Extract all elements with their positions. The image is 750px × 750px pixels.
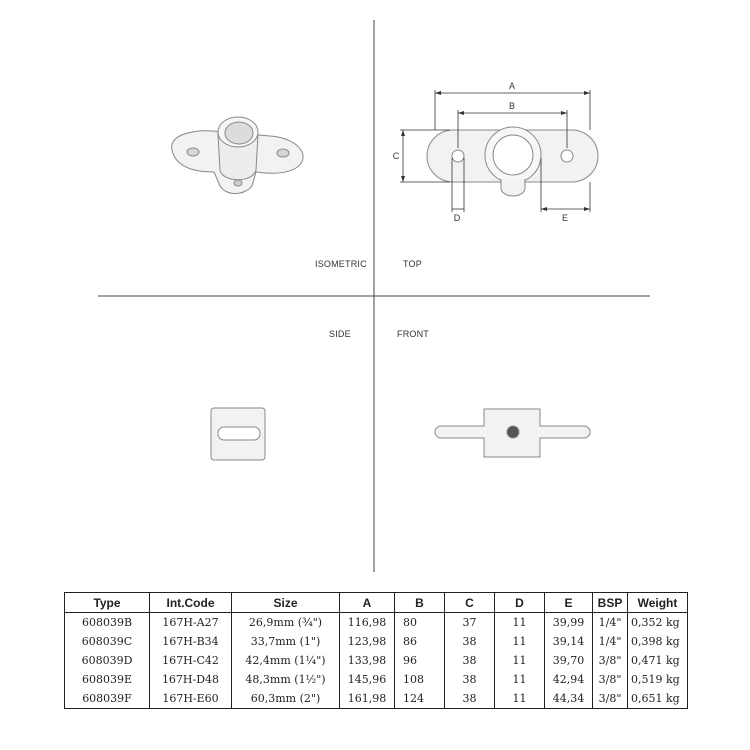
cell-a: 116,98 <box>340 613 395 633</box>
cell-size: 26,9mm (¾") <box>232 613 340 633</box>
dim-label-a: A <box>508 81 516 91</box>
table-header-row <box>65 593 688 613</box>
cell-type: 608039D <box>65 651 150 670</box>
iso-socket-bore <box>225 122 253 144</box>
cell-type: 608039B <box>65 613 150 633</box>
cell-b: 80 <box>395 613 445 633</box>
cell-d: 11 <box>495 670 545 689</box>
cell-size: 48,3mm (1½") <box>232 670 340 689</box>
label-side: SIDE <box>329 329 351 339</box>
table-row <box>65 632 688 651</box>
label-front: FRONT <box>397 329 429 339</box>
col-header-b: B <box>395 593 445 613</box>
label-top: TOP <box>403 259 422 269</box>
iso-hole-left <box>187 148 199 156</box>
col-header-bsp: BSP <box>593 593 628 613</box>
label-isometric: ISOMETRIC <box>315 259 367 269</box>
cell-int-code: 167H-C42 <box>150 651 232 670</box>
side-view <box>211 408 265 460</box>
cell-weight: 0,519 kg <box>628 670 688 689</box>
table-row <box>65 689 688 709</box>
cell-d: 11 <box>495 613 545 633</box>
cell-bsp: 1/4" <box>593 613 628 633</box>
cell-type: 608039E <box>65 670 150 689</box>
cell-c: 38 <box>445 670 495 689</box>
cell-e: 39,70 <box>545 651 593 670</box>
cell-size: 33,7mm (1") <box>232 632 340 651</box>
specifications-table <box>64 592 688 709</box>
cell-bsp: 1/4" <box>593 632 628 651</box>
side-flange <box>218 427 260 440</box>
cell-b: 124 <box>395 689 445 709</box>
table-row <box>65 670 688 689</box>
dim-label-e: E <box>561 213 569 223</box>
cell-b: 108 <box>395 670 445 689</box>
iso-set-screw <box>234 180 242 186</box>
cell-a: 123,98 <box>340 632 395 651</box>
cell-int-code: 167H-E60 <box>150 689 232 709</box>
cell-bsp: 3/8" <box>593 651 628 670</box>
front-view <box>435 409 590 457</box>
iso-hole-right <box>277 149 289 157</box>
isometric-view <box>172 117 303 194</box>
cell-size: 60,3mm (2") <box>232 689 340 709</box>
cell-c: 38 <box>445 689 495 709</box>
col-header-a: A <box>340 593 395 613</box>
cell-type: 608039F <box>65 689 150 709</box>
table-row <box>65 651 688 670</box>
cell-weight: 0,651 kg <box>628 689 688 709</box>
table-row <box>65 613 688 633</box>
cell-bsp: 3/8" <box>593 670 628 689</box>
top-view <box>393 81 598 223</box>
dim-label-b: B <box>508 101 516 111</box>
cell-a: 145,96 <box>340 670 395 689</box>
cell-weight: 0,471 kg <box>628 651 688 670</box>
col-header-e: E <box>545 593 593 613</box>
cell-bsp: 3/8" <box>593 689 628 709</box>
front-screw-hole <box>507 426 519 438</box>
col-header-int-code: Int.Code <box>150 593 232 613</box>
dim-label-c: C <box>392 151 400 161</box>
cell-a: 161,98 <box>340 689 395 709</box>
cell-weight: 0,352 kg <box>628 613 688 633</box>
cell-a: 133,98 <box>340 651 395 670</box>
cell-c: 38 <box>445 651 495 670</box>
cell-b: 86 <box>395 632 445 651</box>
cell-d: 11 <box>495 632 545 651</box>
cell-weight: 0,398 kg <box>628 632 688 651</box>
cell-e: 39,99 <box>545 613 593 633</box>
cell-d: 11 <box>495 689 545 709</box>
cell-e: 42,94 <box>545 670 593 689</box>
cell-c: 37 <box>445 613 495 633</box>
col-header-size: Size <box>232 593 340 613</box>
cell-size: 42,4mm (1¼") <box>232 651 340 670</box>
cell-c: 38 <box>445 632 495 651</box>
cell-b: 96 <box>395 651 445 670</box>
cell-e: 44,34 <box>545 689 593 709</box>
top-hole-left <box>452 150 464 162</box>
top-hole-right <box>561 150 573 162</box>
top-socket-bore <box>493 135 533 175</box>
cell-d: 11 <box>495 651 545 670</box>
cell-int-code: 167H-B34 <box>150 632 232 651</box>
col-header-weight: Weight <box>628 593 688 613</box>
col-header-c: C <box>445 593 495 613</box>
col-header-type: Type <box>65 593 150 613</box>
dim-label-d: D <box>453 213 461 223</box>
cell-int-code: 167H-D48 <box>150 670 232 689</box>
cell-e: 39,14 <box>545 632 593 651</box>
cell-type: 608039C <box>65 632 150 651</box>
col-header-d: D <box>495 593 545 613</box>
cell-int-code: 167H-A27 <box>150 613 232 633</box>
top-screw-boss <box>501 179 525 196</box>
